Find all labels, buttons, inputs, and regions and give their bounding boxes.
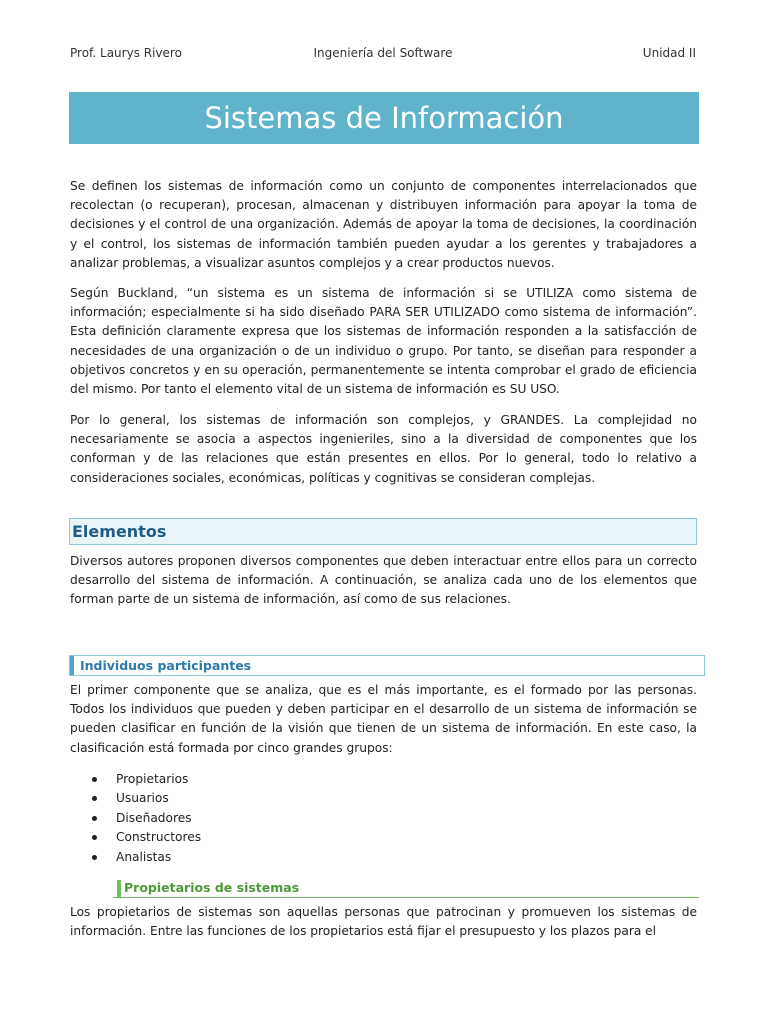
bullet-icon [92, 835, 97, 840]
individuos-paragraph: El primer componente que se analiza, que es el más importante, es el formado por las personas. Todos los individuos que pueden y deben participar en el desarrollo de un sistema de información se pueden clasificar en función de la visión que tienen de un sistema de información. En este caso, la clasificación está formada por cinco grandes grupos: [70, 683, 697, 755]
heading-individuos-label: Individuos participantes [80, 658, 252, 673]
bullet-icon [92, 777, 97, 782]
document-title: Sistemas de Información [69, 92, 699, 144]
intro-paragraph-3: Por lo general, los sistemas de información son complejos, y GRANDES. La complejidad no necesariamente se asocia a aspectos ingenieriles, sino a la diversidad de componentes que los conforman y de las relaciones que están presentes en ellos. Por lo general, todo lo relativo a consideraciones sociales, económicas, políticas y cognitivas se consideran complejas. [70, 413, 697, 485]
bullet-icon [92, 855, 97, 860]
intro-paragraph-2: Según Buckland, “un sistema es un sistema de información si se UTILIZA como sistema de información; especialmente si ha sido diseñado PARA SER UTILIZADO como sistema de información”. Esta definición claramente expresa que los sistemas de información responden a la satisfacción de necesidades de una organización o de un individuo o grupo. Por tanto, se diseñan para responder a objetivos concretos y en su operación, permanentemente se intenta comprobar el grado de eficiencia del mismo. Por tanto el elemento vital de un sistema de información es SU USO. [70, 286, 697, 397]
heading-propietarios [113, 879, 699, 898]
bullet-icon [92, 816, 97, 821]
heading-accent-bar [70, 656, 74, 675]
header-course: Ingeniería del Software [313, 46, 453, 60]
heading-propietarios-label: Propietarios de sistemas [124, 880, 300, 895]
header-author: Prof. Laurys Rivero [70, 46, 182, 60]
list-item: Constructores [92, 828, 201, 847]
list-item: Propietarios [92, 770, 201, 789]
heading-elementos: Elementos [69, 518, 697, 545]
header-unit: Unidad II [642, 46, 696, 60]
list-item: Diseñadores [92, 809, 201, 828]
participants-list [92, 770, 201, 867]
propietarios-paragraph: Los propietarios de sistemas son aquellas personas que patrocinan y promueven los sistemas de información. Entre las funciones de los propietarios está fijar el presupuesto y los plazos para el [70, 905, 697, 939]
heading-accent-bar [117, 880, 121, 897]
heading-individuos [69, 655, 705, 676]
elementos-paragraph: Diversos autores proponen diversos componentes que deben interactuar entre ellos para un correcto desarrollo del sistema de información. A continuación, se analiza cada uno de los elementos que forman parte de un sistema de información, así como de sus relaciones. [70, 554, 697, 607]
list-item: Analistas [92, 848, 201, 867]
list-item: Usuarios [92, 789, 201, 808]
bullet-icon [92, 796, 97, 801]
intro-paragraph-1: Se definen los sistemas de información como un conjunto de componentes interrelacionados que recolectan (o recuperan), procesan, almacenan y distribuyen información para apoyar la toma de decisiones y el control de una organización. Además de apoyar la toma de decisiones, la coordinación y el control, los sistemas de información también pueden ayudar a los gerentes y trabajadores a analizar problemas, a visualizar asuntos complejos y a crear productos nuevos. [70, 179, 697, 270]
